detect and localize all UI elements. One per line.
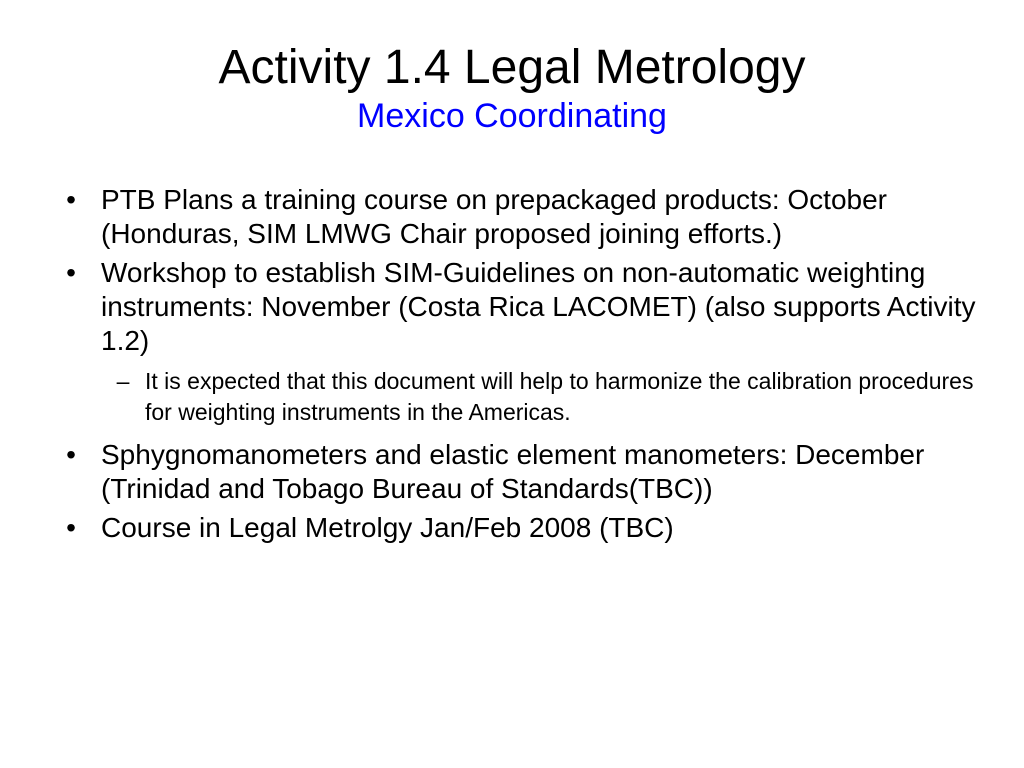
bullet-text: PTB Plans a training course on prepackaged products: October (Honduras, SIM LMWG Chair proposed joining efforts.) xyxy=(101,184,887,249)
slide-subtitle: Mexico Coordinating xyxy=(357,97,667,135)
bullet-text: Sphygnomanometers and elastic element manometers: December (Trinidad and Tobago Bureau of Standards(TBC)) xyxy=(101,439,925,504)
bullet-text: Course in Legal Metrolgy Jan/Feb 2008 (TBC) xyxy=(101,512,674,543)
bullet-item xyxy=(56,256,976,428)
title-block xyxy=(0,40,1024,136)
sub-bullet-text: It is expected that this document will help to harmonize the calibration procedures for weighting instruments in the Americas. xyxy=(145,368,974,425)
bullet-item xyxy=(56,511,976,545)
sub-bullet-list xyxy=(101,366,976,428)
bullet-marker: • xyxy=(66,512,76,543)
sub-bullet-marker: – xyxy=(116,368,130,394)
sub-bullet-item xyxy=(101,366,976,428)
bullet-marker: • xyxy=(66,257,76,288)
bullet-marker: • xyxy=(66,184,76,215)
bullet-item xyxy=(56,438,976,506)
bullet-marker: • xyxy=(66,439,76,470)
slide-title: Activity 1.4 Legal Metrology xyxy=(218,41,806,94)
content-area xyxy=(56,183,976,550)
bullet-list xyxy=(56,183,976,545)
bullet-item xyxy=(56,183,976,251)
bullet-text: Workshop to establish SIM-Guidelines on non-automatic weighting instruments: November (Costa Rica LACOMET) (also supports Activity 1.2) xyxy=(101,257,976,356)
